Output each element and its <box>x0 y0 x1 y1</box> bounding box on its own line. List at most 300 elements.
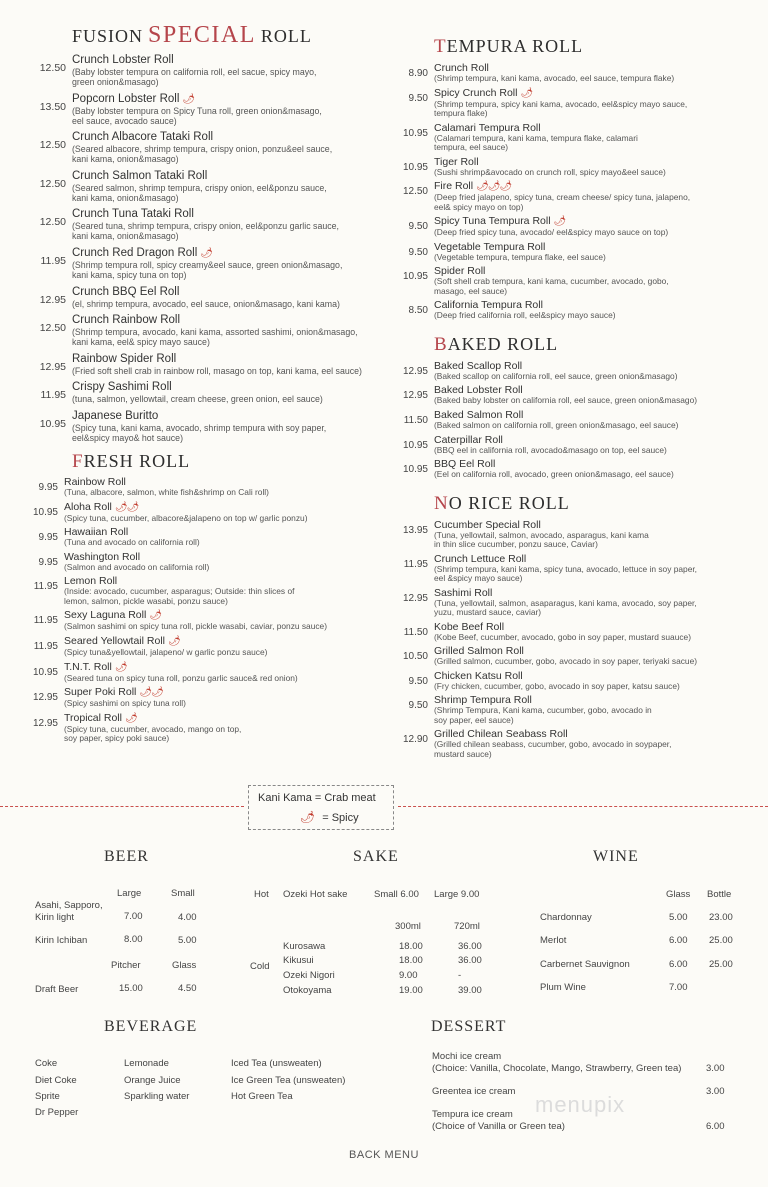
item-name: Tropical Roll <box>64 711 122 724</box>
item-name: Chicken Katsu Roll <box>434 669 523 682</box>
item-name-line <box>72 314 400 327</box>
menu-item <box>30 526 400 547</box>
item-name: Spider Roll <box>434 265 486 278</box>
sake-name: Kurosawa <box>283 941 326 952</box>
item-price: 12.90 <box>402 734 428 746</box>
beer-col-large: Large <box>117 888 142 899</box>
item-name-line <box>434 156 742 168</box>
beer-draft-pitcher: 15.00 <box>119 983 143 994</box>
menu-item <box>30 661 400 683</box>
item-price: 11.50 <box>403 414 428 426</box>
chili-pepper-icon: 🌶︎ <box>300 810 315 824</box>
item-name: Crunch Roll <box>434 62 489 74</box>
wine-col-bottle: Bottle <box>707 889 732 900</box>
beverage-item: Sparkling water <box>124 1091 190 1102</box>
item-name-line <box>434 553 742 565</box>
baked-roll-title: BAKED ROLL <box>434 333 559 355</box>
beverage-item: Diet Coke <box>35 1075 77 1086</box>
item-name: BBQ Eel Roll <box>434 458 496 471</box>
item-name: Caterpillar Roll <box>434 433 503 446</box>
item-body <box>64 575 400 606</box>
item-description: (Grilled salmon, cucumber, gobo, avocado in soy paper, teriyaki sacue) <box>434 656 698 667</box>
item-description: (Tuna and avocado on california roll) <box>64 537 200 548</box>
item-name: Crunch BBQ Eel Roll <box>72 285 180 298</box>
wine-price-glass: 6.00 <box>669 959 688 970</box>
item-price: 10.95 <box>402 161 428 173</box>
item-price: 9.50 <box>408 675 428 687</box>
menu-item <box>400 156 742 177</box>
menu-item <box>400 458 742 479</box>
item-description: (Seared tuna on spicy tuna roll, ponzu garlic sauce& red onion) <box>64 672 298 683</box>
item-name-line <box>434 241 742 253</box>
item-name: Kobe Beef Roll <box>434 620 505 633</box>
wine-price-bottle: 25.00 <box>709 935 733 946</box>
item-name: Crunch Lobster Roll <box>72 54 174 66</box>
item-name: Seared Yellowtail Roll <box>64 634 165 647</box>
item-name: Grilled Chilean Seabass Roll <box>434 728 568 741</box>
item-price: 9.50 <box>408 700 428 712</box>
menu-item <box>400 180 742 212</box>
item-name-line <box>72 208 400 221</box>
dessert-price: 3.00 <box>706 1063 725 1074</box>
item-name: Grilled Salmon Roll <box>434 645 524 658</box>
dessert-description: (Choice of Vanilla or Green tea) <box>432 1121 565 1132</box>
item-body <box>72 381 400 404</box>
item-name: Crunch Salmon Tataki Roll <box>72 169 208 182</box>
wine-price-glass: 7.00 <box>669 982 688 993</box>
item-description: (Sushi shrimp&avocado on crunch roll, spicy mayo&eel sauce) <box>434 166 666 177</box>
item-name-line <box>72 410 400 423</box>
item-price: 11.95 <box>40 254 66 267</box>
chili-pepper-icon: 🌶︎🌶︎ <box>139 687 163 699</box>
item-name: Popcorn Lobster Roll <box>72 92 180 105</box>
item-description: (Deep fried spicy tuna, avocado/ eel&spicy mayo sauce on top) <box>434 227 669 238</box>
sake-col-720ml: 720ml <box>454 921 480 932</box>
item-body <box>72 353 400 376</box>
item-body <box>434 587 742 618</box>
item-name: Sexy Laguna Roll <box>64 609 147 622</box>
sake-name: Otokoyama <box>283 985 332 996</box>
item-name: Lemon Roll <box>64 575 118 588</box>
chili-pepper-icon: 🌶︎ <box>200 247 212 259</box>
item-name-line <box>72 170 400 183</box>
item-price: 12.95 <box>32 692 58 704</box>
item-price: 10.95 <box>39 417 66 430</box>
item-description: (Fry chicken, cucumber, gobo, avocado in soy paper, katsu sauce) <box>434 680 680 691</box>
item-price: 11.95 <box>33 581 58 593</box>
item-price: 9.50 <box>408 92 428 104</box>
wine-name: Merlot <box>540 935 567 946</box>
item-price: 12.95 <box>32 717 58 729</box>
dessert-name: Mochi ice cream <box>432 1051 502 1062</box>
item-price: 12.50 <box>39 62 66 74</box>
beverage-title: BEVERAGE <box>104 1018 198 1035</box>
tempura-roll-title: TEMPURA ROLL <box>434 36 584 57</box>
item-price: 9.50 <box>408 246 428 258</box>
item-name-line <box>64 635 400 648</box>
item-price: 10.95 <box>402 271 428 283</box>
item-body <box>434 241 742 262</box>
item-description: (Spicy sashimi on spicy tuna roll) <box>64 698 186 709</box>
beer-row2-name: Kirin Ichiban <box>35 935 88 946</box>
item-body <box>434 621 742 642</box>
item-body <box>434 299 742 320</box>
item-body <box>434 670 742 691</box>
item-description: (Baked scallop on california roll, eel sauce, green onion&masago) <box>434 370 678 381</box>
menu-item <box>400 265 742 296</box>
menu-item <box>30 93 400 126</box>
sake-hot-name: Ozeki Hot sake <box>283 889 348 900</box>
item-price: 11.95 <box>33 615 58 627</box>
item-name: Sashimi Roll <box>434 586 493 599</box>
item-price: 12.95 <box>402 365 428 377</box>
beer-draft-glass: 4.50 <box>178 983 197 994</box>
item-name: Crunch Tuna Tataki Roll <box>72 208 194 221</box>
beer-col-pitcher: Pitcher <box>111 960 141 971</box>
menu-item <box>400 434 742 455</box>
sake-name: Kikusui <box>283 955 314 966</box>
menu-item <box>400 62 742 83</box>
item-description: (Shrimp tempura, avocado, kani kama, assorted sashimi, onion&masago, kani kama, eel& spicy mayo sauce) <box>72 327 358 348</box>
item-name: Rainbow Roll <box>64 475 126 488</box>
item-description: (Spicy tuna, kani kama, avocado, shrimp tempura with soy paper, eel&spicy mayo& hot sauce) <box>72 422 327 443</box>
menu-item <box>30 131 400 164</box>
menu-item <box>400 587 742 618</box>
chili-pepper-icon: 🌶︎ <box>114 661 127 673</box>
item-body <box>64 712 400 744</box>
item-price: 12.95 <box>402 390 428 402</box>
no-rice-roll-list <box>400 519 742 760</box>
wine-name: Carbernet Sauvignon <box>540 959 630 970</box>
chili-pepper-icon: 🌶︎🌶︎ <box>114 501 139 513</box>
item-description: (Tuna, yellowtail, salmon, avocado, asparagus, kani kama in thin slice cucumber, ponzu sauce, Caviar) <box>434 529 649 549</box>
item-price: 9.95 <box>38 556 58 568</box>
item-body <box>434 409 742 430</box>
beer-draft-name: Draft Beer <box>35 984 79 995</box>
item-price: 10.95 <box>32 666 58 678</box>
item-body <box>72 314 400 347</box>
item-description: (Tuna, albacore, salmon, white fish&shrimp on Cali roll) <box>64 486 269 497</box>
item-body <box>64 526 400 547</box>
item-description: (Baby lobster tempura on california roll, eel sacue, spicy mayo, green onion&masago) <box>72 67 317 87</box>
item-description: (Tuna, yellowtail, salmon, asaparagus, kani kama, avocado, soy paper, yuzu, mustard sauce, caviar) <box>434 597 697 617</box>
sake-price-300ml: 18.00 <box>399 941 423 952</box>
item-price: 10.95 <box>402 127 428 139</box>
menu-item <box>30 314 400 347</box>
item-name-line <box>434 434 742 446</box>
item-description: (BBQ eel in california roll, avocado&masago on top, eel sauce) <box>434 444 667 455</box>
beverage-item: Dr Pepper <box>35 1107 79 1118</box>
chili-pepper-icon: 🌶︎ <box>124 712 137 724</box>
item-body <box>64 635 400 657</box>
item-description: (Baked baby lobster on california roll, eel sauce, green onion&masago) <box>434 395 698 406</box>
item-name-line <box>434 587 742 599</box>
menu-item <box>400 553 742 584</box>
item-price: 10.95 <box>32 506 58 518</box>
item-name: Calamari Tempura Roll <box>434 121 541 134</box>
chili-pepper-icon: 🌶︎ <box>553 216 566 228</box>
item-description: (Salmon sashimi on spicy tuna roll, pickle wasabi, caviar, ponzu sauce) <box>64 621 328 632</box>
menu-item <box>30 381 400 404</box>
sake-price-300ml: 9.00 <box>399 970 418 981</box>
menu-item <box>30 170 400 203</box>
item-body <box>434 434 742 455</box>
menu-item <box>400 670 742 691</box>
divider-right <box>398 806 768 807</box>
item-description: (Shrimp tempura, spicy kani kama, avocado, eel&spicy mayo sauce, tempura flake) <box>434 98 688 118</box>
item-name-line <box>72 131 400 144</box>
chili-pepper-icon: 🌶︎ <box>520 87 533 99</box>
item-name-line <box>434 360 742 372</box>
menu-item <box>400 299 742 320</box>
wine-price-bottle: 23.00 <box>709 912 733 923</box>
menu-item <box>30 476 400 497</box>
wine-title: WINE <box>593 848 639 865</box>
item-description: (Seared tuna, shrimp tempura, crispy onion, eel&ponzu garlic sauce, kani kama, onion&masago) <box>72 221 339 242</box>
dessert-price: 3.00 <box>706 1086 725 1097</box>
item-price: 12.50 <box>39 216 66 229</box>
item-name-line <box>72 93 400 106</box>
sake-hot-small: Small 6.00 <box>374 889 419 900</box>
item-body <box>72 208 400 241</box>
item-price: 12.95 <box>402 592 428 604</box>
right-column <box>400 36 742 762</box>
item-name-line <box>434 670 742 682</box>
item-name-line <box>434 87 742 100</box>
item-price: 11.95 <box>40 389 66 402</box>
fresh-roll-title: FRESH ROLL <box>72 450 191 472</box>
item-body <box>64 686 400 708</box>
special-roll-title: FUSION SPECIAL ROLL <box>72 22 312 48</box>
item-name-line <box>72 381 400 394</box>
item-description: (Spicy tuna, cucumber, albacore&jalapeno on top w/ garlic ponzu) <box>64 512 308 523</box>
item-body <box>434 215 742 237</box>
beverage-item: Iced Tea (unsweaten) <box>231 1058 322 1069</box>
baked-roll-list <box>400 360 742 480</box>
menu-item <box>30 712 400 744</box>
wine-price-bottle: 25.00 <box>709 959 733 970</box>
chili-pepper-icon: 🌶︎ <box>149 610 162 622</box>
item-description: (Spicy tuna&yellowtail, jalapeno/ w garlic ponzu sauce) <box>64 646 268 657</box>
menupix-watermark: menupix <box>535 1092 626 1117</box>
wine-col-glass: Glass <box>666 889 691 900</box>
item-body <box>434 87 742 119</box>
dessert-title: DESSERT <box>431 1018 507 1035</box>
legend-box <box>248 785 394 830</box>
menu-item <box>400 645 742 666</box>
item-body <box>72 54 400 87</box>
item-body <box>434 694 742 725</box>
item-body <box>434 122 742 153</box>
item-price: 12.50 <box>39 139 66 152</box>
item-description: (Kobe Beef, cucumber, avocado, gobo in soy paper, mustard suauce) <box>434 631 691 642</box>
item-price: 9.95 <box>38 481 58 493</box>
beverage-item: Orange Juice <box>124 1075 181 1086</box>
item-body <box>434 458 742 479</box>
menu-item <box>400 360 742 381</box>
menu-item <box>400 728 742 759</box>
beer-row1-name-2: Kirin light <box>35 912 75 923</box>
wine-price-glass: 6.00 <box>669 935 688 946</box>
item-description: (Vegetable tempura, tempura flake, eel sauce) <box>434 251 606 262</box>
item-body <box>434 519 742 550</box>
item-name-line <box>72 353 400 366</box>
item-description: (Deep fried jalapeno, spicy tuna, cream cheese/ spicy tuna, jalapeno, eel& spicy mayo on top) <box>434 192 691 212</box>
item-price: 12.95 <box>39 293 66 306</box>
menu-item <box>400 621 742 642</box>
sake-title: SAKE <box>353 848 399 865</box>
item-price: 11.95 <box>403 558 428 570</box>
item-name: Rainbow Spider Roll <box>72 352 177 365</box>
item-name-line <box>64 551 400 563</box>
item-description: (Seared albacore, shrimp tempura, crispy onion, ponzu&eel sauce, kani kama, onion&masago) <box>72 144 333 165</box>
item-body <box>434 156 742 177</box>
item-description: (Seared salmon, shrimp tempura, crispy onion, eel&ponzu sauce, kani kama, onion&masago) <box>72 182 327 203</box>
item-name-line <box>64 501 400 514</box>
item-description: (Shrimp tempura, kani kama, avocado, eel sauce, tempura flake) <box>434 73 675 83</box>
item-body <box>434 62 742 83</box>
beer-col-small: Small <box>171 888 195 899</box>
item-body <box>434 180 742 212</box>
item-name-line <box>72 54 400 67</box>
legend-kani-kama: Kani Kama = Crab meat <box>258 792 376 804</box>
sake-cold-label: Cold <box>250 961 270 972</box>
wine-name: Chardonnay <box>540 912 592 923</box>
divider-left <box>0 806 244 807</box>
item-price: 11.50 <box>403 626 428 638</box>
item-name: Hawaiian Roll <box>64 526 129 539</box>
chili-pepper-icon: 🌶︎ <box>182 93 195 105</box>
item-name: Washington Roll <box>64 550 141 563</box>
item-description: (Baked salmon on california roll, green onion&masago, eel sauce) <box>434 419 679 430</box>
beer-row1-name-1: Asahi, Sapporo, <box>35 900 103 911</box>
item-price: 12.95 <box>39 360 66 373</box>
item-body <box>64 501 400 523</box>
item-name-line <box>72 286 400 299</box>
item-body <box>434 265 742 296</box>
item-price: 12.50 <box>39 322 66 335</box>
item-body <box>64 661 400 683</box>
wine-price-glass: 5.00 <box>669 912 688 923</box>
item-name-line <box>434 122 742 134</box>
sake-price-720ml: 39.00 <box>458 985 482 996</box>
item-description: (Salmon and avocado on california roll) <box>64 561 210 572</box>
item-name: Shrimp Tempura Roll <box>434 694 532 707</box>
item-name: Baked Lobster Roll <box>434 384 523 397</box>
dessert-description: (Choice: Vanilla, Chocolate, Mango, Strawberry, Green tea) <box>432 1063 682 1074</box>
item-name: Cucumber Special Roll <box>434 518 541 531</box>
sake-hot-label: Hot <box>254 889 269 900</box>
menu-item <box>400 215 742 237</box>
beer-title: BEER <box>104 848 149 865</box>
menu-item <box>400 409 742 430</box>
menu-item <box>30 353 400 376</box>
item-body <box>434 645 742 666</box>
item-price: 12.50 <box>39 177 66 190</box>
sake-price-720ml: - <box>458 970 462 981</box>
wine-name: Plum Wine <box>540 982 586 993</box>
item-name: Japanese Buritto <box>72 409 159 422</box>
item-name-line <box>434 621 742 633</box>
item-description: (Inside: avocado, cucumber, asparagus; Outside: thin slices of lemon, salmon, pickle wasabi, ponzu sauce) <box>64 586 295 606</box>
menu-item <box>400 694 742 725</box>
sake-name: Ozeki Nigori <box>283 970 335 981</box>
item-body <box>72 170 400 203</box>
menu-item <box>30 54 400 87</box>
menu-item <box>30 635 400 657</box>
item-body <box>72 93 400 126</box>
item-name: Baked Scallop Roll <box>434 359 523 372</box>
item-description: (Shrimp Tempura, Kani kama, cucumber, gobo, avocado in soy paper, eel sauce) <box>434 705 652 725</box>
item-description: (Baby lobster tempura on Spicy Tuna roll, green onion&masago, eel sauce, avocado sauce) <box>72 105 322 126</box>
item-body <box>64 609 400 631</box>
item-price: 12.50 <box>402 186 428 198</box>
left-column <box>30 22 400 747</box>
dessert-name: Greentea ice cream <box>432 1086 516 1097</box>
item-name-line <box>72 247 400 260</box>
sake-col-300ml: 300ml <box>395 921 421 932</box>
menu-item <box>400 122 742 153</box>
item-price: 10.95 <box>402 439 428 451</box>
item-description: (tuna, salmon, yellowtail, cream cheese, green onion, eel sauce) <box>72 394 323 405</box>
beer-col-glass: Glass <box>172 960 197 971</box>
back-menu-link[interactable]: BACK MENU <box>349 1149 419 1161</box>
item-price: 9.95 <box>38 532 58 544</box>
item-description: (Calamari tempura, kani kama, tempura flake, calamari tempura, eel sauce) <box>434 132 638 152</box>
item-name: Crunch Rainbow Roll <box>72 314 181 327</box>
sake-hot-large: Large 9.00 <box>434 889 480 900</box>
item-description: (Fried soft shell crab in rainbow roll, masago on top, kani kama, eel sauce) <box>72 365 362 376</box>
item-body <box>72 131 400 164</box>
item-description: (Deep fried california roll, eel&spicy mayo sauce) <box>434 310 616 321</box>
item-price: 11.95 <box>33 640 58 652</box>
menu-item <box>400 384 742 405</box>
item-description: (Eel on california roll, avocado, green onion&masago, eel sauce) <box>434 469 674 480</box>
menu-item <box>30 247 400 280</box>
item-name: Vegetable Tempura Roll <box>434 240 546 253</box>
beer-row1-large: 7.00 <box>124 911 143 922</box>
item-description: (Shrimp tempura roll, spicy creamy&eel sauce, green onion&masago, kani kama, spicy tuna on top) <box>72 259 343 280</box>
tempura-roll-list <box>400 62 742 321</box>
item-body <box>64 476 400 497</box>
item-description: (Shrimp tempura, kani kama, spicy tuna, avocado, lettuce in soy paper, eel &spicy mayo sauce) <box>434 563 698 583</box>
item-name-line <box>64 712 400 725</box>
item-name: California Tempura Roll <box>434 299 543 312</box>
item-body <box>64 551 400 572</box>
dessert-price: 6.00 <box>706 1121 725 1132</box>
beer-row1-small: 4.00 <box>178 912 197 923</box>
item-name: Spicy Crunch Roll <box>434 86 518 99</box>
menu-item <box>30 286 400 309</box>
beverage-item: Sprite <box>35 1091 60 1102</box>
dessert-name: Tempura ice cream <box>432 1109 513 1120</box>
item-body <box>72 410 400 443</box>
menu-item <box>400 241 742 262</box>
item-body <box>434 728 742 759</box>
item-name: Crispy Sashimi Roll <box>72 381 172 394</box>
item-name: Tiger Roll <box>434 155 479 168</box>
item-description: (Spicy tuna, cucumber, avocado, mango on top, soy paper, spicy poki sauce) <box>64 723 242 744</box>
item-body <box>434 384 742 405</box>
sake-price-300ml: 18.00 <box>399 955 423 966</box>
item-name: Spicy Tuna Tempura Roll <box>434 215 551 228</box>
item-price: 10.95 <box>402 464 428 476</box>
chili-pepper-icon: 🌶︎ <box>167 635 180 647</box>
beverage-item: Hot Green Tea <box>231 1091 293 1102</box>
item-price: 8.90 <box>408 68 428 79</box>
beverage-item: Coke <box>35 1058 58 1069</box>
item-price: 8.50 <box>408 305 428 317</box>
